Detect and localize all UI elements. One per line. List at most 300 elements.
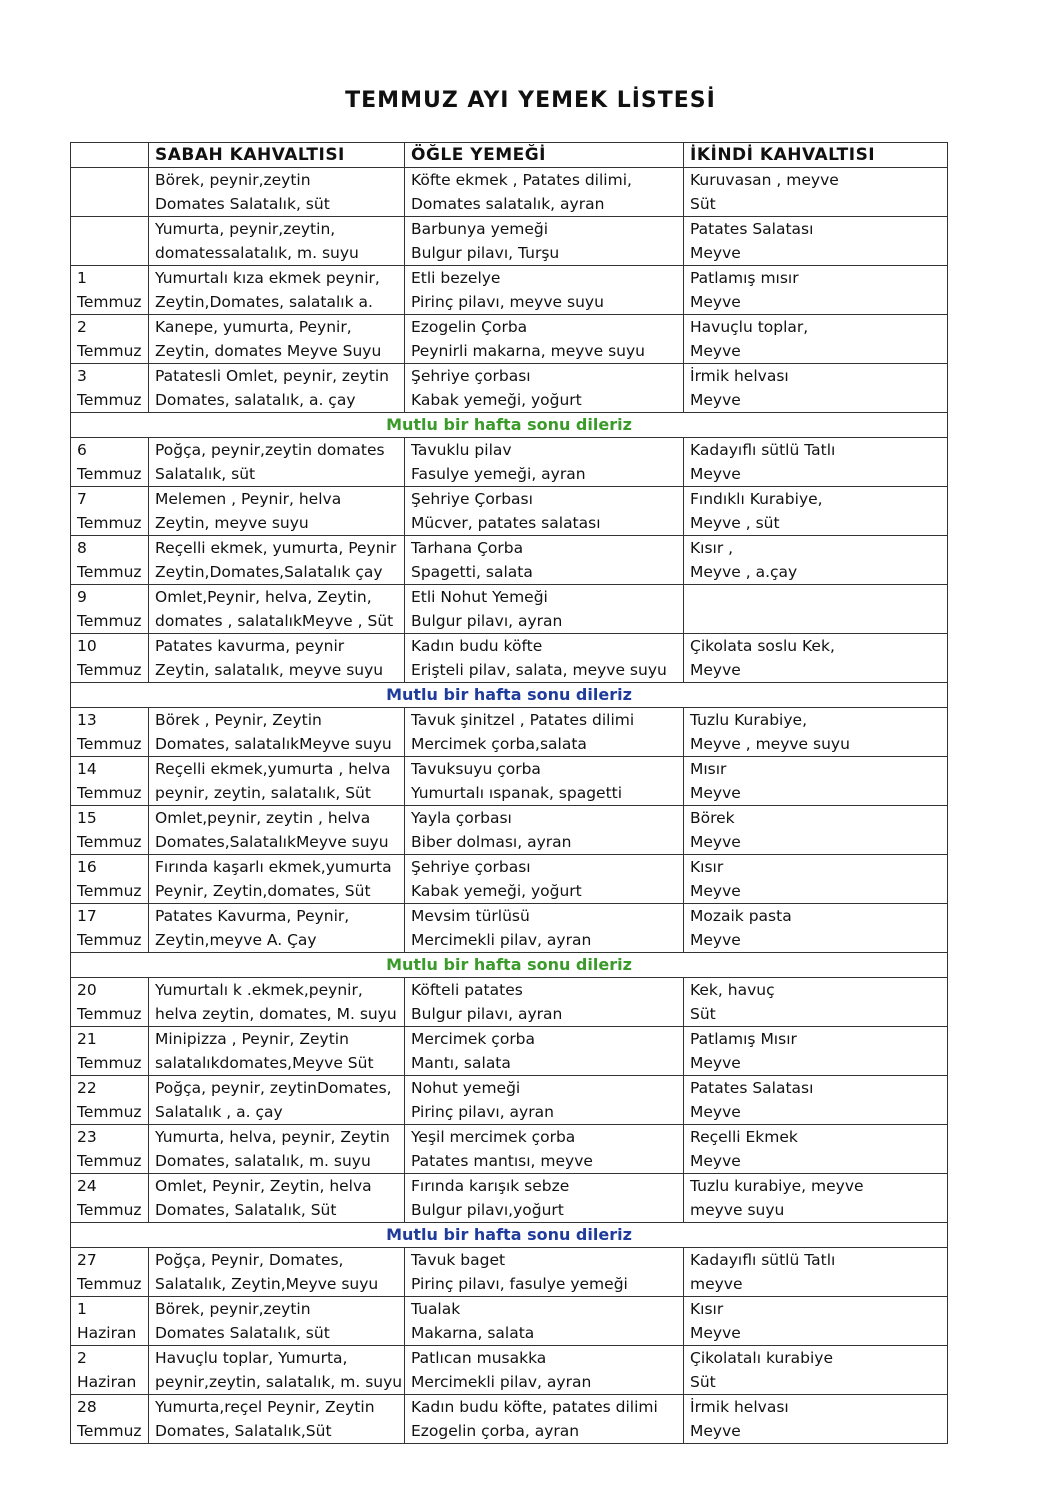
table-row bbox=[71, 855, 948, 904]
ikindi-cell-line: Meyve bbox=[690, 1152, 741, 1170]
ikindi-cell-line: İrmik helvası bbox=[690, 1398, 789, 1416]
day-cell-line: Temmuz bbox=[77, 1422, 142, 1440]
day-cell-line: Temmuz bbox=[77, 1201, 142, 1219]
day-cell-line bbox=[77, 168, 142, 192]
ogle-cell-line: Etli bezelye bbox=[411, 269, 501, 287]
ogle-cell bbox=[405, 364, 684, 413]
sabah-cell-line: Yumurtalı kıza ekmek peynir, bbox=[155, 269, 380, 287]
day-cell bbox=[71, 978, 149, 1027]
ikindi-cell-line: Süt bbox=[690, 1373, 716, 1391]
day-cell-line: Temmuz bbox=[77, 735, 142, 753]
day-cell-line: 13 bbox=[77, 711, 97, 729]
ikindi-cell-line: Mısır bbox=[690, 760, 727, 778]
ikindi-cell-line: Fındıklı Kurabiye, bbox=[690, 490, 823, 508]
sabah-cell bbox=[149, 806, 405, 855]
table-row bbox=[71, 904, 948, 953]
ogle-cell bbox=[405, 1395, 684, 1444]
day-cell bbox=[71, 806, 149, 855]
day-cell-line: 2 bbox=[77, 318, 87, 336]
day-cell bbox=[71, 634, 149, 683]
weekend-banner-row bbox=[71, 683, 948, 708]
sabah-cell bbox=[149, 168, 405, 217]
ikindi-cell bbox=[684, 1027, 948, 1076]
ikindi-cell-line: Meyve bbox=[690, 1422, 741, 1440]
ogle-cell-line: Kadın budu köfte bbox=[411, 637, 543, 655]
table-row bbox=[71, 1248, 948, 1297]
ogle-cell-line: Barbunya yemeği bbox=[411, 220, 549, 238]
ogle-cell bbox=[405, 708, 684, 757]
table-row bbox=[71, 315, 948, 364]
header-ikindi-kahvaltisi: İKİNDİ KAHVALTISI bbox=[684, 143, 948, 168]
ogle-cell bbox=[405, 1297, 684, 1346]
sabah-cell-line: Reçelli ekmek, yumurta, Peynir bbox=[155, 539, 397, 557]
day-cell-line bbox=[77, 217, 142, 241]
sabah-cell bbox=[149, 217, 405, 266]
ikindi-cell-line: Kadayıflı sütlü Tatlı bbox=[690, 441, 836, 459]
ogle-cell-line: Şehriye Çorbası bbox=[411, 490, 533, 508]
sabah-cell-line: Domates Salatalık, süt bbox=[155, 195, 330, 213]
ikindi-cell-line: Meyve bbox=[690, 931, 741, 949]
sabah-cell-line: Patates Kavurma, Peynir, bbox=[155, 907, 350, 925]
ikindi-cell-line: Meyve bbox=[690, 293, 741, 311]
sabah-cell bbox=[149, 904, 405, 953]
day-cell-line: 24 bbox=[77, 1177, 97, 1195]
ogle-cell bbox=[405, 438, 684, 487]
ikindi-cell-line: Meyve bbox=[690, 661, 741, 679]
ogle-cell bbox=[405, 487, 684, 536]
ikindi-cell-line: meyve bbox=[690, 1275, 743, 1293]
day-cell-line: 23 bbox=[77, 1128, 97, 1146]
day-cell bbox=[71, 1174, 149, 1223]
sabah-cell-line: Zeytin, domates Meyve Suyu bbox=[155, 342, 382, 360]
ikindi-cell bbox=[684, 634, 948, 683]
sabah-cell bbox=[149, 1395, 405, 1444]
day-cell bbox=[71, 1125, 149, 1174]
day-cell-line: Temmuz bbox=[77, 661, 142, 679]
ogle-cell-line: Domates salatalık, ayran bbox=[411, 195, 605, 213]
ikindi-cell-line: meyve suyu bbox=[690, 1201, 785, 1219]
day-cell-line: Temmuz bbox=[77, 882, 142, 900]
sabah-cell bbox=[149, 1297, 405, 1346]
ogle-cell-line: Peynirli makarna, meyve suyu bbox=[411, 342, 645, 360]
day-cell bbox=[71, 364, 149, 413]
ogle-cell-line: Bulgur pilavı,yoğurt bbox=[411, 1201, 564, 1219]
ogle-cell-line: Mercimekli pilav, ayran bbox=[411, 1373, 592, 1391]
ogle-cell bbox=[405, 1027, 684, 1076]
day-cell-line: 7 bbox=[77, 490, 87, 508]
sabah-cell bbox=[149, 438, 405, 487]
ogle-cell-line: Nohut yemeği bbox=[411, 1079, 521, 1097]
sabah-cell-line: Zeytin,Domates,Salatalık çay bbox=[155, 563, 383, 581]
ikindi-cell-line: Meyve bbox=[690, 1324, 741, 1342]
day-cell-line: Temmuz bbox=[77, 465, 142, 483]
ogle-cell-line: Şehriye çorbası bbox=[411, 858, 531, 876]
ogle-cell-line: Yeşil mercimek çorba bbox=[411, 1128, 576, 1146]
ogle-cell-line: Yumurtalı ıspanak, spagetti bbox=[411, 784, 623, 802]
day-cell bbox=[71, 904, 149, 953]
ikindi-cell bbox=[684, 266, 948, 315]
day-cell-line bbox=[77, 241, 142, 265]
sabah-cell bbox=[149, 855, 405, 904]
ikindi-cell bbox=[684, 487, 948, 536]
weekend-banner-text: Mutlu bir hafta sonu dileriz bbox=[71, 953, 948, 978]
ikindi-cell-line: Patates Salatası bbox=[690, 1079, 814, 1097]
sabah-cell-line: Salatalık , a. çay bbox=[155, 1103, 283, 1121]
sabah-cell-line: Havuçlu toplar, Yumurta, bbox=[155, 1349, 348, 1367]
ikindi-cell bbox=[684, 757, 948, 806]
weekend-banner-row bbox=[71, 953, 948, 978]
ogle-cell-line: Köfteli patates bbox=[411, 981, 523, 999]
sabah-cell-line: domatessalatalık, m. suyu bbox=[155, 244, 359, 262]
ogle-cell-line: Etli Nohut Yemeği bbox=[411, 588, 548, 606]
ikindi-cell-line: Kısır , bbox=[690, 539, 734, 557]
sabah-cell bbox=[149, 315, 405, 364]
ogle-cell-line: Tavuklu pilav bbox=[411, 441, 512, 459]
ogle-cell-line: Bulgur pilavı, Turşu bbox=[411, 244, 560, 262]
ogle-cell-line: Patlıcan musakka bbox=[411, 1349, 547, 1367]
sabah-cell bbox=[149, 708, 405, 757]
sabah-cell-line: Poğça, peynir,zeytin domates bbox=[155, 441, 385, 459]
day-cell bbox=[71, 585, 149, 634]
ogle-cell-line: Patates mantısı, meyve bbox=[411, 1152, 593, 1170]
sabah-cell-line: domates , salatalıkMeyve , Süt bbox=[155, 612, 394, 630]
sabah-cell-line: Yumurta,reçel Peynir, Zeytin bbox=[155, 1398, 375, 1416]
day-cell-line: 1 bbox=[77, 269, 87, 287]
day-cell-line: Temmuz bbox=[77, 1054, 142, 1072]
sabah-cell-line: Domates, salatalık, m. suyu bbox=[155, 1152, 371, 1170]
weekend-banner-text: Mutlu bir hafta sonu dileriz bbox=[71, 683, 948, 708]
ikindi-cell-line: İrmik helvası bbox=[690, 367, 789, 385]
header-sabah-kahvaltisi: SABAH KAHVALTISI bbox=[149, 143, 405, 168]
table-row bbox=[71, 168, 948, 217]
sabah-cell bbox=[149, 757, 405, 806]
ikindi-cell-line: Meyve , meyve suyu bbox=[690, 735, 850, 753]
ogle-cell-line: Tualak bbox=[411, 1300, 461, 1318]
ogle-cell-line: Spagetti, salata bbox=[411, 563, 533, 581]
sabah-cell-line: Omlet,Peynir, helva, Zeytin, bbox=[155, 588, 372, 606]
ikindi-cell-line: Meyve bbox=[690, 465, 741, 483]
sabah-cell bbox=[149, 634, 405, 683]
ogle-cell-line: Pirinç pilavı, ayran bbox=[411, 1103, 554, 1121]
ogle-cell bbox=[405, 855, 684, 904]
sabah-cell bbox=[149, 1027, 405, 1076]
sabah-cell-line: peynir,zeytin, salatalık, m. suyu bbox=[155, 1373, 403, 1391]
sabah-cell-line: Domates, Salatalık, Süt bbox=[155, 1201, 337, 1219]
ogle-cell-line: Erişteli pilav, salata, meyve suyu bbox=[411, 661, 667, 679]
sabah-cell-line: Domates Salatalık, süt bbox=[155, 1324, 330, 1342]
ogle-cell-line: Köfte ekmek , Patates dilimi, bbox=[411, 171, 632, 189]
sabah-cell-line: Patatesli Omlet, peynir, zeytin bbox=[155, 367, 389, 385]
table-row bbox=[71, 1297, 948, 1346]
ogle-cell-line: Fırında karışık sebze bbox=[411, 1177, 570, 1195]
day-cell bbox=[71, 1346, 149, 1395]
sabah-cell-line: Börek , Peynir, Zeytin bbox=[155, 711, 322, 729]
ikindi-cell-line: Kısır bbox=[690, 858, 724, 876]
sabah-cell-line: peynir, zeytin, salatalık, Süt bbox=[155, 784, 371, 802]
day-cell bbox=[71, 1027, 149, 1076]
sabah-cell-line: Zeytin, meyve suyu bbox=[155, 514, 309, 532]
sabah-cell bbox=[149, 536, 405, 585]
ogle-cell-line: Tarhana Çorba bbox=[411, 539, 524, 557]
sabah-cell-line: Domates, Salatalık,Süt bbox=[155, 1422, 332, 1440]
ikindi-cell-line: Havuçlu toplar, bbox=[690, 318, 809, 336]
ogle-cell-line: Yayla çorbası bbox=[411, 809, 512, 827]
weekend-banner-text: Mutlu bir hafta sonu dileriz bbox=[71, 413, 948, 438]
sabah-cell-line: helva zeytin, domates, M. suyu bbox=[155, 1005, 397, 1023]
sabah-cell-line: Salatalık, süt bbox=[155, 465, 256, 483]
ikindi-cell bbox=[684, 315, 948, 364]
day-cell-line: Haziran bbox=[77, 1373, 137, 1391]
sabah-cell-line: Börek, peynir,zeytin bbox=[155, 1300, 311, 1318]
day-cell bbox=[71, 757, 149, 806]
ogle-cell-line: Ezogelin Çorba bbox=[411, 318, 528, 336]
ikindi-cell-line: Meyve bbox=[690, 244, 741, 262]
sabah-cell-line: Patates kavurma, peynir bbox=[155, 637, 345, 655]
sabah-cell-line: Fırında kaşarlı ekmek,yumurta bbox=[155, 858, 392, 876]
ogle-cell bbox=[405, 217, 684, 266]
ikindi-cell-line: Süt bbox=[690, 1005, 716, 1023]
day-cell-line: 16 bbox=[77, 858, 97, 876]
ogle-cell bbox=[405, 315, 684, 364]
sabah-cell-line: salatalıkdomates,Meyve Süt bbox=[155, 1054, 374, 1072]
sabah-cell-line: Kanepe, yumurta, Peynir, bbox=[155, 318, 352, 336]
table-row bbox=[71, 806, 948, 855]
ikindi-cell-line: Kadayıflı sütlü Tatlı bbox=[690, 1251, 836, 1269]
ikindi-cell bbox=[684, 855, 948, 904]
ogle-cell bbox=[405, 1076, 684, 1125]
ogle-cell-line: Kadın budu köfte, patates dilimi bbox=[411, 1398, 658, 1416]
table-row bbox=[71, 217, 948, 266]
ikindi-cell bbox=[684, 585, 948, 634]
ikindi-cell-line: Patates Salatası bbox=[690, 220, 814, 238]
sabah-cell-line: Poğça, peynir, zeytinDomates, bbox=[155, 1079, 392, 1097]
ikindi-cell bbox=[684, 1125, 948, 1174]
day-cell-line: 6 bbox=[77, 441, 87, 459]
sabah-cell-line: Salatalık, Zeytin,Meyve suyu bbox=[155, 1275, 379, 1293]
ogle-cell-line: Tavuk baget bbox=[411, 1251, 506, 1269]
sabah-cell bbox=[149, 585, 405, 634]
day-cell-line: Temmuz bbox=[77, 293, 142, 311]
table-row bbox=[71, 978, 948, 1027]
day-cell-line: 15 bbox=[77, 809, 97, 827]
sabah-cell bbox=[149, 1174, 405, 1223]
day-cell-line: Temmuz bbox=[77, 514, 142, 532]
ogle-cell bbox=[405, 806, 684, 855]
ikindi-cell-line: Meyve , süt bbox=[690, 514, 780, 532]
ogle-cell bbox=[405, 266, 684, 315]
day-cell-line: Temmuz bbox=[77, 342, 142, 360]
ikindi-cell bbox=[684, 708, 948, 757]
ikindi-cell-line: Meyve bbox=[690, 342, 741, 360]
sabah-cell-line: Domates, salatalıkMeyve suyu bbox=[155, 735, 392, 753]
ikindi-cell-line: Kısır bbox=[690, 1300, 724, 1318]
sabah-cell-line: Yumurtalı k .ekmek,peynir, bbox=[155, 981, 363, 999]
sabah-cell-line: Zeytin,meyve A. Çay bbox=[155, 931, 317, 949]
day-cell-line: 21 bbox=[77, 1030, 97, 1048]
ikindi-cell-line: Meyve bbox=[690, 882, 741, 900]
table-row bbox=[71, 266, 948, 315]
table-row bbox=[71, 1027, 948, 1076]
ogle-cell bbox=[405, 1174, 684, 1223]
ogle-cell-line: Kabak yemeği, yoğurt bbox=[411, 882, 582, 900]
ogle-cell-line: Tavuksuyu çorba bbox=[411, 760, 541, 778]
sabah-cell-line: Peynir, Zeytin,domates, Süt bbox=[155, 882, 371, 900]
ogle-cell-line: Mantı, salata bbox=[411, 1054, 511, 1072]
table-body bbox=[71, 168, 948, 1444]
day-cell bbox=[71, 1248, 149, 1297]
ikindi-cell-line: Patlamış mısır bbox=[690, 269, 799, 287]
weekend-banner-row bbox=[71, 1223, 948, 1248]
ogle-cell bbox=[405, 1125, 684, 1174]
table-row bbox=[71, 708, 948, 757]
ogle-cell-line: Şehriye çorbası bbox=[411, 367, 531, 385]
sabah-cell-line: Omlet, Peynir, Zeytin, helva bbox=[155, 1177, 372, 1195]
day-cell-line: 14 bbox=[77, 760, 97, 778]
ikindi-cell-line: Meyve bbox=[690, 833, 741, 851]
ikindi-cell-line: Çikolatalı kurabiye bbox=[690, 1349, 834, 1367]
weekend-banner-text: Mutlu bir hafta sonu dileriz bbox=[71, 1223, 948, 1248]
ogle-cell-line: Kabak yemeği, yoğurt bbox=[411, 391, 582, 409]
day-cell-line: 20 bbox=[77, 981, 97, 999]
sabah-cell bbox=[149, 1248, 405, 1297]
day-cell-line: Temmuz bbox=[77, 563, 142, 581]
day-cell bbox=[71, 1395, 149, 1444]
weekend-banner-row bbox=[71, 413, 948, 438]
ikindi-cell-line: Meyve , a.çay bbox=[690, 563, 798, 581]
ogle-cell-line: Mercimek çorba bbox=[411, 1030, 536, 1048]
table-row bbox=[71, 536, 948, 585]
ogle-cell-line: Mercimekli pilav, ayran bbox=[411, 931, 592, 949]
ikindi-cell-line: Tuzlu Kurabiye, bbox=[690, 711, 807, 729]
day-cell-line: Temmuz bbox=[77, 1275, 142, 1293]
ikindi-cell bbox=[684, 1346, 948, 1395]
sabah-cell-line: Omlet,peynir, zeytin , helva bbox=[155, 809, 371, 827]
day-cell-line: 27 bbox=[77, 1251, 97, 1269]
ogle-cell bbox=[405, 904, 684, 953]
ogle-cell-line: Mevsim türlüsü bbox=[411, 907, 530, 925]
ikindi-cell-line: Börek bbox=[690, 809, 735, 827]
table-row bbox=[71, 1125, 948, 1174]
day-cell-line: Temmuz bbox=[77, 833, 142, 851]
day-cell bbox=[71, 1297, 149, 1346]
ikindi-cell-line: Meyve bbox=[690, 784, 741, 802]
ikindi-cell bbox=[684, 904, 948, 953]
day-cell-line: Temmuz bbox=[77, 1152, 142, 1170]
ikindi-cell-line: Meyve bbox=[690, 1054, 741, 1072]
ogle-cell bbox=[405, 536, 684, 585]
ogle-cell bbox=[405, 634, 684, 683]
sabah-cell bbox=[149, 487, 405, 536]
day-cell-line: 3 bbox=[77, 367, 87, 385]
table-header-row bbox=[71, 143, 948, 168]
ikindi-cell bbox=[684, 1297, 948, 1346]
table-row bbox=[71, 1395, 948, 1444]
sabah-cell bbox=[149, 978, 405, 1027]
ikindi-cell bbox=[684, 536, 948, 585]
sabah-cell-line: Börek, peynir,zeytin bbox=[155, 171, 311, 189]
ikindi-cell bbox=[684, 978, 948, 1027]
table-row bbox=[71, 634, 948, 683]
sabah-cell bbox=[149, 1346, 405, 1395]
ikindi-cell bbox=[684, 1395, 948, 1444]
ikindi-cell bbox=[684, 1248, 948, 1297]
table-row bbox=[71, 364, 948, 413]
ogle-cell-line: Makarna, salata bbox=[411, 1324, 535, 1342]
day-cell-line: Temmuz bbox=[77, 1005, 142, 1023]
table-row bbox=[71, 757, 948, 806]
sabah-cell-line: Zeytin,Domates, salatalık a. bbox=[155, 293, 373, 311]
table-row bbox=[71, 1076, 948, 1125]
ogle-cell bbox=[405, 757, 684, 806]
ikindi-cell-line: Kek, havuç bbox=[690, 981, 775, 999]
table-row bbox=[71, 438, 948, 487]
ogle-cell-line: Mücver, patates salatası bbox=[411, 514, 601, 532]
day-cell bbox=[71, 168, 149, 217]
sabah-cell bbox=[149, 266, 405, 315]
ogle-cell-line: Fasulye yemeği, ayran bbox=[411, 465, 586, 483]
ogle-cell-line: Pirinç pilavı, fasulye yemeği bbox=[411, 1275, 628, 1293]
sabah-cell bbox=[149, 364, 405, 413]
ikindi-cell bbox=[684, 364, 948, 413]
ikindi-cell bbox=[684, 438, 948, 487]
ikindi-cell-line: Mozaik pasta bbox=[690, 907, 792, 925]
day-cell bbox=[71, 708, 149, 757]
day-cell-line: 10 bbox=[77, 637, 97, 655]
header-day bbox=[71, 143, 149, 168]
day-cell-line: Temmuz bbox=[77, 931, 142, 949]
day-cell bbox=[71, 315, 149, 364]
ogle-cell bbox=[405, 1248, 684, 1297]
day-cell bbox=[71, 487, 149, 536]
day-cell bbox=[71, 438, 149, 487]
day-cell-line bbox=[77, 192, 142, 216]
day-cell-line: 1 bbox=[77, 1300, 87, 1318]
day-cell-line: 2 bbox=[77, 1349, 87, 1367]
ikindi-cell-line: Çikolata soslu Kek, bbox=[690, 637, 835, 655]
ogle-cell bbox=[405, 585, 684, 634]
day-cell-line: 22 bbox=[77, 1079, 97, 1097]
day-cell bbox=[71, 217, 149, 266]
page-title: TEMMUZ AYI YEMEK LİSTESİ bbox=[345, 88, 716, 113]
table-row bbox=[71, 585, 948, 634]
ikindi-cell bbox=[684, 1076, 948, 1125]
ikindi-cell-line: Patlamış Mısır bbox=[690, 1030, 797, 1048]
ogle-cell-line: Bulgur pilavı, ayran bbox=[411, 612, 563, 630]
ikindi-cell-line: Kuruvasan , meyve bbox=[690, 171, 839, 189]
table-row bbox=[71, 487, 948, 536]
ogle-cell-line: Mercimek çorba,salata bbox=[411, 735, 587, 753]
day-cell-line: 28 bbox=[77, 1398, 97, 1416]
day-cell-line: 9 bbox=[77, 588, 87, 606]
day-cell-line: Temmuz bbox=[77, 1103, 142, 1121]
ikindi-cell-line: Tuzlu kurabiye, meyve bbox=[690, 1177, 864, 1195]
sabah-cell bbox=[149, 1076, 405, 1125]
day-cell-line: 8 bbox=[77, 539, 87, 557]
day-cell-line: 17 bbox=[77, 907, 97, 925]
sabah-cell-line: Poğça, Peynir, Domates, bbox=[155, 1251, 344, 1269]
day-cell bbox=[71, 536, 149, 585]
ogle-cell-line: Biber dolması, ayran bbox=[411, 833, 572, 851]
ikindi-cell bbox=[684, 217, 948, 266]
sabah-cell-line: Domates,SalatalıkMeyve suyu bbox=[155, 833, 389, 851]
day-cell-line: Temmuz bbox=[77, 391, 142, 409]
ogle-cell bbox=[405, 168, 684, 217]
sabah-cell-line: Yumurta, helva, peynir, Zeytin bbox=[155, 1128, 390, 1146]
day-cell-line: Haziran bbox=[77, 1324, 137, 1342]
table-row bbox=[71, 1346, 948, 1395]
table-row bbox=[71, 1174, 948, 1223]
ikindi-cell-line: Meyve bbox=[690, 391, 741, 409]
